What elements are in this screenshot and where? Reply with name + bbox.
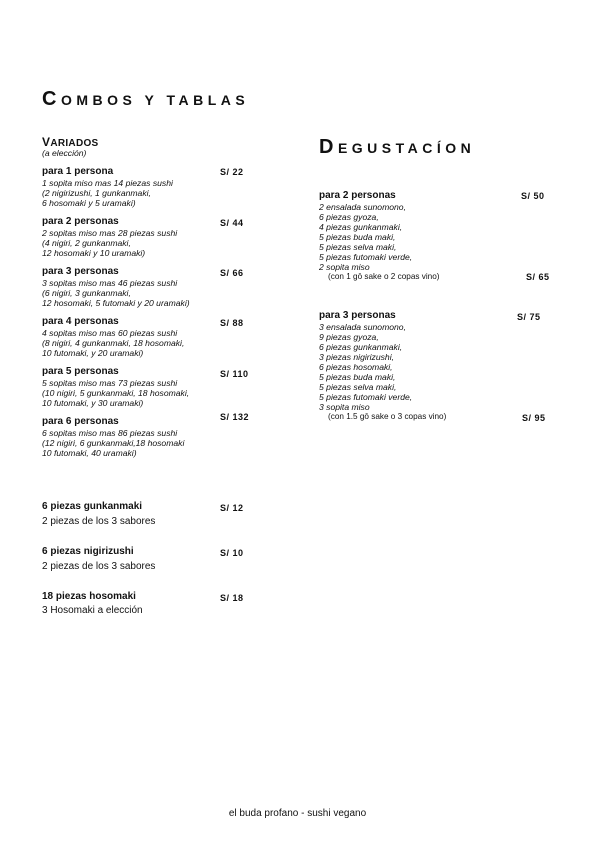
extra-description: 2 piezas de los 3 sabores	[42, 561, 156, 572]
combo-title: para 4 personas	[42, 316, 119, 327]
combo-description: 4 sopitas miso mas 60 piezas sushi (8 nigiri, 4 gunkanmaki, 18 hosomaki, 10 futomaki, y 20 uramaki)	[42, 328, 185, 358]
combos-title: COMBOS Y TABLAS	[42, 88, 250, 110]
combo-price: S/ 66	[220, 268, 244, 278]
extra-price: S/ 10	[220, 548, 244, 558]
combo-description: 1 sopita miso mas 14 piezas sushi (2 nigirizushi, 1 gunkanmaki, 6 hosomaki y 5 uramaki)	[42, 178, 173, 208]
extra-title: 6 piezas nigirizushi	[42, 546, 134, 557]
extra-description: 3 Hosomaki a elección	[42, 605, 143, 616]
combo-price: S/ 44	[220, 218, 244, 228]
tasting-description: 3 ensalada sunomono, 9 piezas gyoza, 6 piezas gunkanmaki, 3 piezas nigirizushi, 6 piezas hosomaki, 5 piezas buda maki, 5 piezas selva maki, 5 piezas futomaki verde, 3 sopita miso	[319, 322, 413, 412]
extra-title: 18 piezas hosomaki	[42, 591, 136, 602]
extra-description: 2 piezas de los 3 sabores	[42, 516, 156, 527]
combo-price: S/ 110	[220, 369, 249, 379]
tasting-description: 2 ensalada sunomono, 6 piezas gyoza, 4 piezas gunkanmaki, 5 piezas buda maki, 5 piezas selva maki, 5 piezas futomaki verde, 2 sopita miso	[319, 202, 413, 272]
tasting-option-price: S/ 65	[526, 272, 550, 282]
footer-text: el buda profano - sushi vegano	[228, 808, 367, 819]
tasting-option-price: S/ 95	[522, 413, 546, 423]
tasting-title: para 2 personas	[319, 190, 396, 201]
combo-description: 5 sopitas miso mas 73 piezas sushi (10 nigiri, 5 gunkanmaki, 18 hosomaki, 10 futomaki, y 30 uramaki)	[42, 378, 190, 408]
combo-price: S/ 88	[220, 318, 244, 328]
variados-heading: VARIADOS	[42, 135, 99, 149]
tasting-price: S/ 50	[521, 191, 545, 201]
combo-description: 6 sopitas miso mas 86 piezas sushi (12 nigiri, 6 gunkanmaki,18 hosomaki 10 futomaki, 40 uramaki)	[42, 428, 185, 458]
tasting-price: S/ 75	[517, 312, 541, 322]
tasting-option: (con 1 gō sake o 2 copas vino)	[328, 272, 440, 281]
degustacion-title: DEGUSTACÍON	[319, 136, 476, 158]
extra-price: S/ 18	[220, 593, 244, 603]
combo-title: para 3 personas	[42, 266, 119, 277]
combo-title: para 1 persona	[42, 166, 114, 177]
tasting-option: (con 1.5 gō sake o 3 copas vino)	[328, 412, 447, 421]
extra-title: 6 piezas gunkanmaki	[42, 501, 143, 512]
combo-price: S/ 132	[220, 412, 250, 422]
variados-note: (a elección)	[42, 148, 87, 158]
tasting-title: para 3 personas	[319, 310, 396, 321]
combo-price: S/ 22	[220, 167, 244, 177]
combo-description: 3 sopitas miso mas 46 piezas sushi (6 nigiri, 3 gunkanmaki, 12 hosomaki, 5 futomaki y 20 uramaki)	[42, 278, 190, 308]
combo-title: para 6 personas	[42, 416, 119, 427]
combo-title: para 5 personas	[42, 366, 119, 377]
combo-description: 2 sopitas miso mas 28 piezas sushi (4 nigiri, 2 gunkanmaki, 12 hosomaki y 10 uramaki)	[42, 228, 178, 258]
combo-title: para 2 personas	[42, 216, 119, 227]
extra-price: S/ 12	[220, 503, 244, 513]
